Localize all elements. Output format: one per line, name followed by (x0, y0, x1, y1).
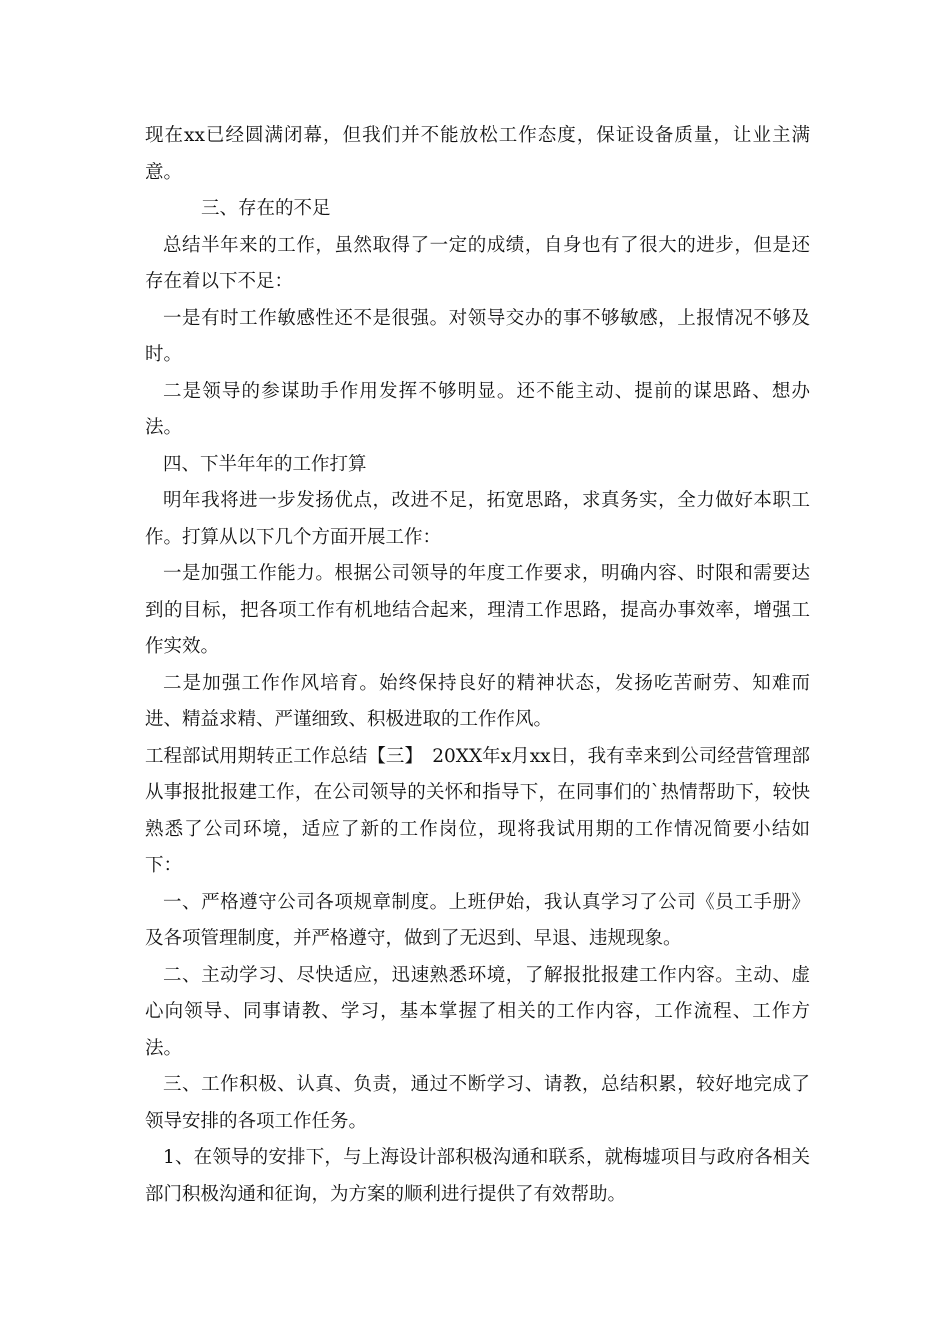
paragraph-11: 一、严格遵守公司各项规章制度。上班伊始，我认真学习了公司《员工手册》及各项管理制度，并严格遵守，做到了无迟到、早退、违规现象。 (145, 891, 810, 949)
paragraph-3: 总结半年来的工作，虽然取得了一定的成绩，自身也有了很大的进步，但是还存在着以下不足： (145, 234, 810, 292)
section-heading-3: 三、存在的不足 (201, 198, 331, 219)
paragraph-7: 明年我将进一步发扬优点，改进不足，拓宽思路，求真务实，全力做好本职工作。打算从以下几个方面开展工作： (145, 490, 810, 548)
paragraph-8: 一是加强工作能力。根据公司领导的年度工作要求，明确内容、时限和需要达到的目标，把各项工作有机地结合起来，理清工作思路，提高办事效率，增强工作实效。 (145, 563, 810, 657)
paragraph-4: 一是有时工作敏感性还不是很强。对领导交办的事不够敏感，上报情况不够及时。 (145, 307, 810, 365)
paragraph-10: 工程部试用期转正工作总结【三】 20XX年x月xx日，我有幸来到公司经营管理部从事报批报建工作，在公司领导的关怀和指导下，在同事们的`热情帮助下，较快熟悉了公司环境，适应了新的工作岗位，现将我试用期的工作情况简要小结如下： (145, 745, 810, 876)
paragraph-5: 二是领导的参谋助手作用发挥不够明显。还不能主动、提前的谋思路、想办法。 (145, 380, 810, 438)
section-heading-4: 四、下半年年的工作打算 (163, 453, 367, 475)
paragraph-12: 二、主动学习、尽快适应，迅速熟悉环境，了解报批报建工作内容。主动、虚心向领导、同事请教、学习，基本掌握了相关的工作内容，工作流程、工作方法。 (145, 964, 810, 1059)
document-body (145, 118, 810, 1213)
paragraph-14: 1、在领导的安排下，与上海设计部积极沟通和联系，就梅墟项目与政府各相关部门积极沟通和征询，为方案的顺利进行提供了有效帮助。 (145, 1147, 810, 1205)
paragraph-1: 现在xx已经圆满闭幕，但我们并不能放松工作态度，保证设备质量，让业主满意。 (145, 125, 810, 183)
paragraph-13: 三、工作积极、认真、负责，通过不断学习、请教，总结积累，较好地完成了领导安排的各项工作任务。 (145, 1074, 810, 1132)
paragraph-9: 二是加强工作作风培育。始终保持良好的精神状态，发扬吃苦耐劳、知难而进、精益求精、严谨细致、积极进取的工作作风。 (145, 672, 810, 730)
